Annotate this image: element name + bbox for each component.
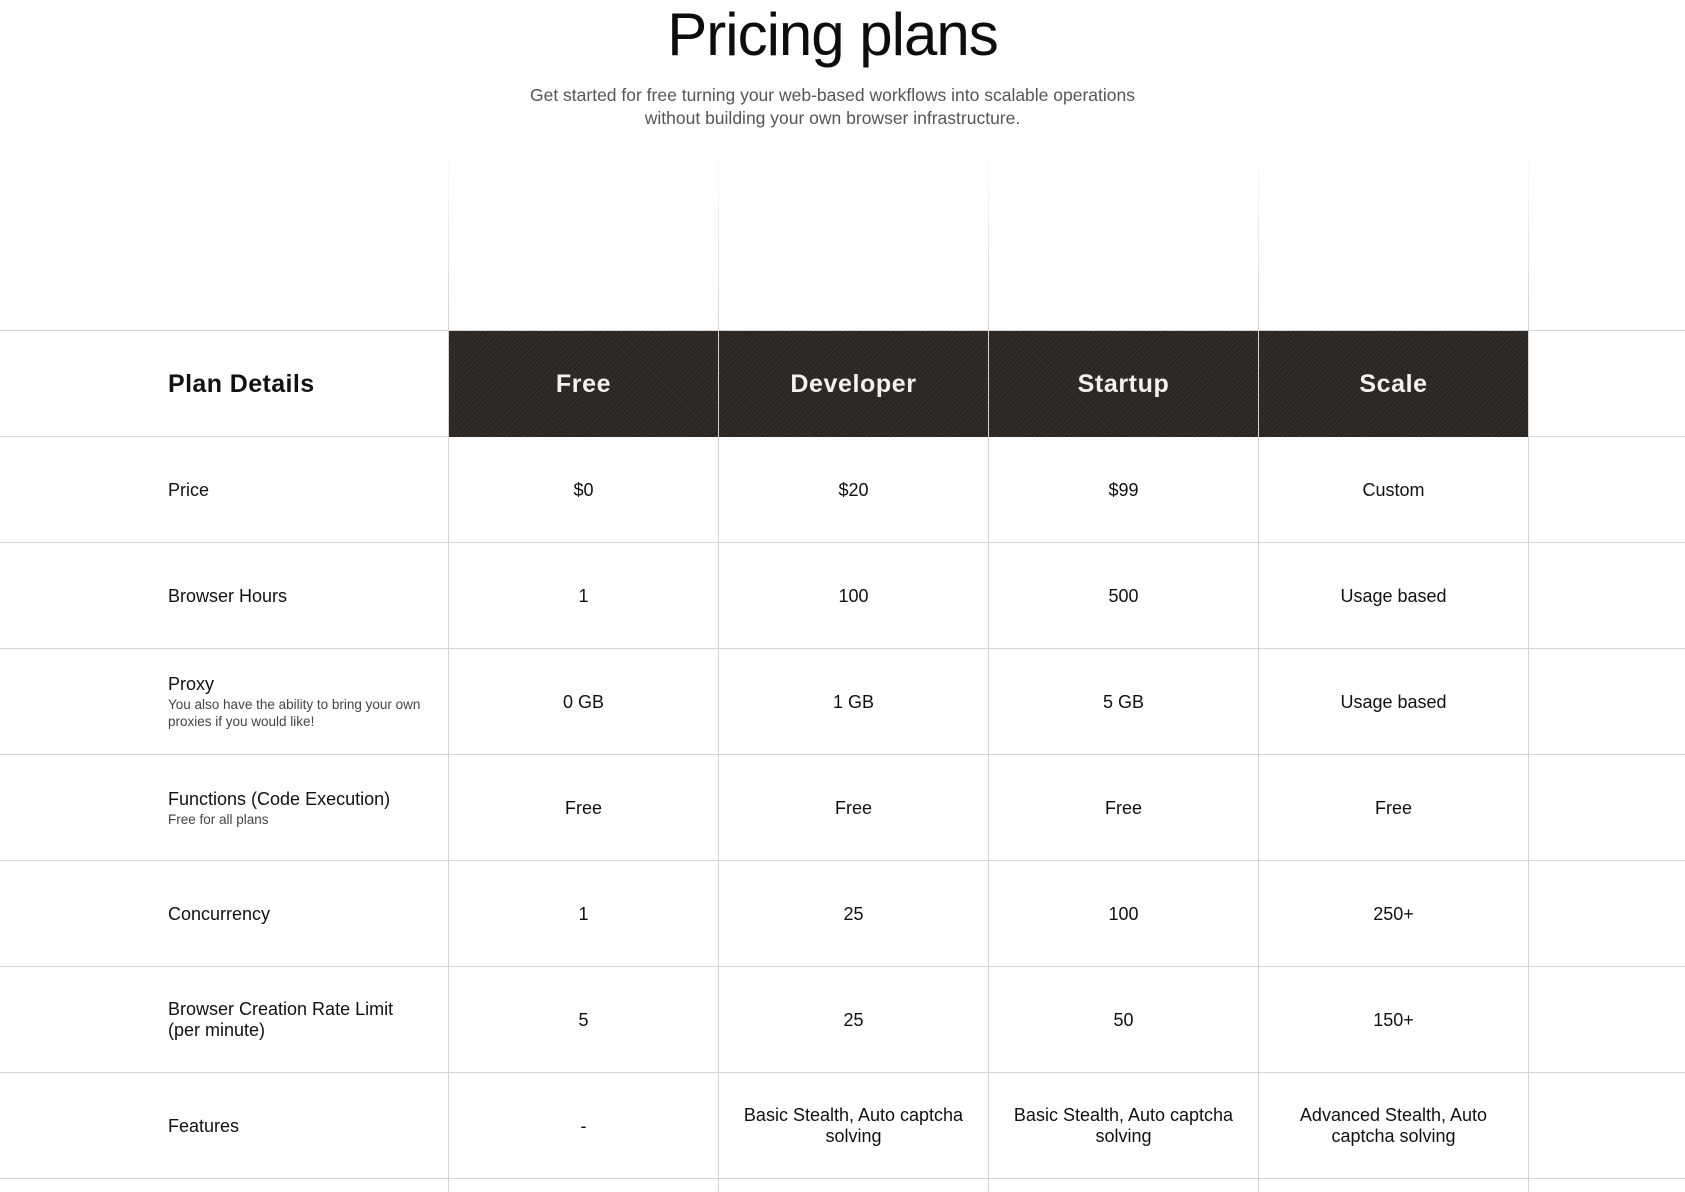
- row-label-features: [168, 1073, 438, 1179]
- grid-line-vertical: [1528, 140, 1529, 331]
- plan-details-heading: Plan Details: [168, 369, 315, 398]
- plan-header-scale: Scale: [1259, 331, 1528, 437]
- row-label-price: [168, 437, 438, 543]
- table-cell: 100: [1108, 903, 1139, 924]
- table-cell: 1: [578, 903, 589, 924]
- row-label-browser-hours: [168, 543, 438, 649]
- table-cell: 500: [1108, 585, 1139, 606]
- table-cell: Usage based: [1340, 585, 1447, 606]
- table-cell: 0 GB: [562, 691, 605, 712]
- page-subtitle: [0, 84, 1665, 130]
- table-cell: Basic Stealth, Auto captcha solving: [1013, 1105, 1234, 1146]
- table-cell: 100: [838, 585, 869, 606]
- table-cell: 250+: [1373, 903, 1414, 924]
- row-label-note: You also have the ability to bring your own proxies if you would like!: [168, 697, 421, 729]
- row-label-text: Concurrency: [168, 903, 271, 924]
- row-label-browser-creation-rate-limit: [168, 967, 438, 1073]
- grid-line-vertical: [1528, 331, 1529, 1192]
- row-label-text: Browser Hours: [168, 585, 288, 606]
- row-label-functions: [168, 755, 438, 861]
- table-cell: Usage based: [1340, 691, 1447, 712]
- table-cell: 25: [843, 1009, 864, 1030]
- table-cell: Basic Stealth, Auto captcha solving: [743, 1105, 964, 1146]
- page-title: Pricing plans: [667, 1, 998, 68]
- table-cell: 25: [843, 903, 864, 924]
- row-label-text: Features: [168, 1115, 240, 1136]
- table-cell: Free: [1104, 797, 1142, 818]
- table-cell: 150+: [1373, 1009, 1414, 1030]
- row-label-text: Functions (Code Execution): [168, 788, 391, 809]
- grid-line-vertical: [448, 140, 449, 331]
- grid-line-vertical: [1258, 140, 1259, 331]
- table-cell: Advanced Stealth, Auto captcha solving: [1299, 1105, 1488, 1146]
- table-cell: Free: [834, 797, 872, 818]
- row-label-note: Free for all plans: [168, 811, 269, 827]
- table-cell: 5 GB: [1102, 691, 1145, 712]
- table-cell: 1: [578, 585, 589, 606]
- table-cell: Free: [564, 797, 602, 818]
- grid-line-vertical: [718, 140, 719, 331]
- row-label-text: Browser Creation Rate Limit (per minute): [168, 999, 394, 1040]
- page-subtitle-line-2: without building your own browser infrastructure.: [644, 108, 1021, 128]
- table-cell: 5: [578, 1009, 589, 1030]
- table-cell: Free: [1374, 797, 1412, 818]
- row-label-text: Proxy: [168, 674, 215, 694]
- row-label-concurrency: [168, 861, 438, 967]
- table-cell: -: [580, 1115, 587, 1136]
- table-cell: Custom: [1362, 479, 1425, 500]
- grid-line-vertical: [988, 140, 989, 331]
- table-cell: $99: [1108, 479, 1139, 500]
- plan-header-developer: Developer: [719, 331, 988, 437]
- row-label-proxy: [168, 649, 438, 755]
- row-label-text: Price: [168, 479, 210, 500]
- plan-header-startup: Startup: [989, 331, 1258, 437]
- table-cell: 50: [1113, 1009, 1134, 1030]
- table-cell: $20: [838, 479, 869, 500]
- table-cell: 1 GB: [832, 691, 875, 712]
- table-cell: $0: [573, 479, 594, 500]
- page-subtitle-line-1: Get started for free turning your web-based workflows into scalable operations: [529, 85, 1136, 105]
- plan-header-free: Free: [449, 331, 718, 437]
